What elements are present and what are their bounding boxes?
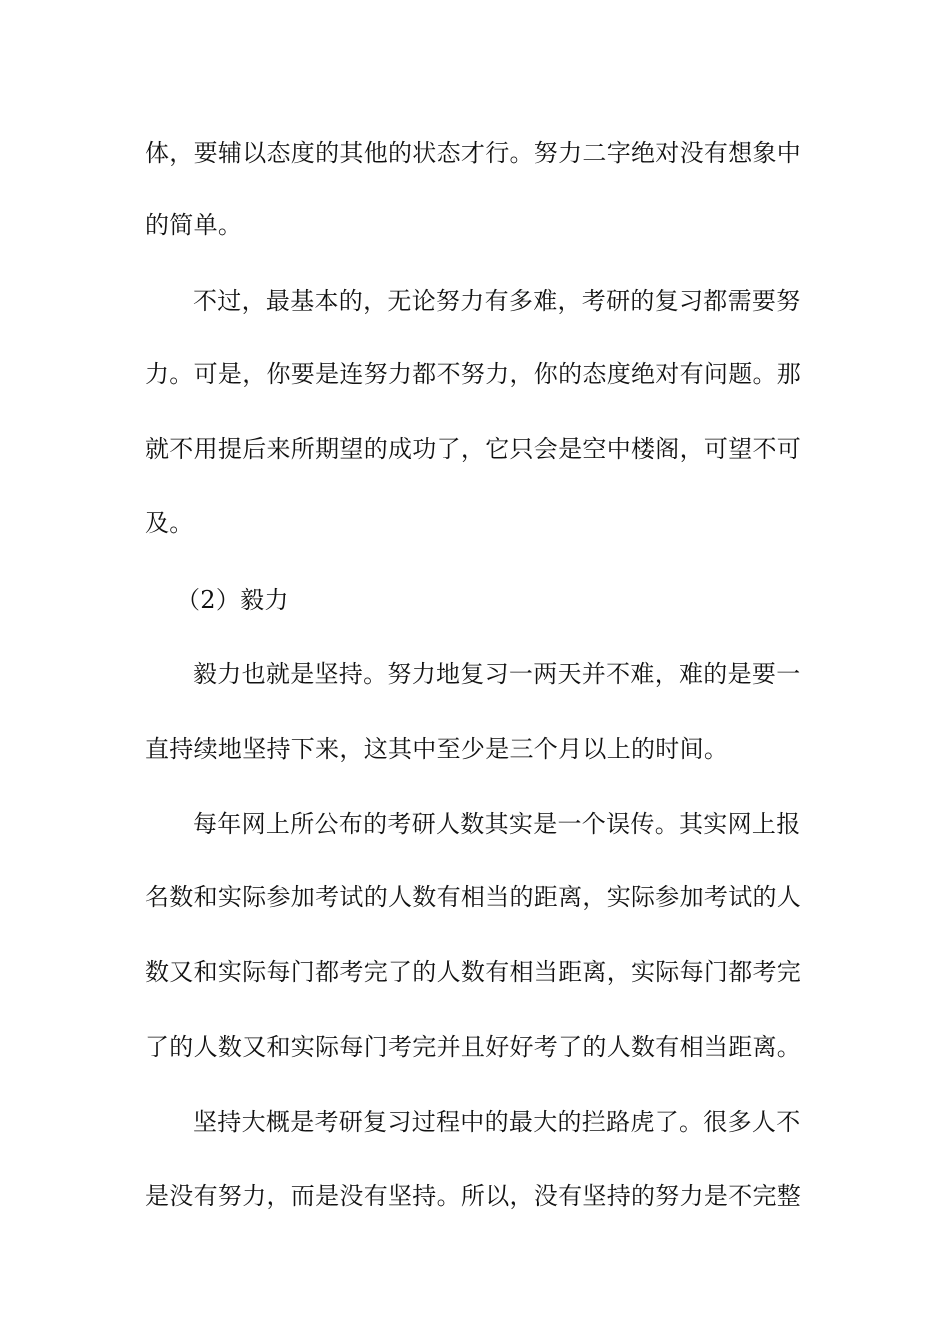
paragraph-line: 及。 [145,509,194,537]
paragraph-line: 就不用提后来所期望的成功了，它只会是空中楼阁，可望不可 [145,435,802,463]
paragraph-line: 毅力也就是坚持。努力地复习一两天并不难，难的是要一 [193,660,801,688]
paragraph-line: 每年网上所公布的考研人数其实是一个误传。其实网上报 [193,810,801,838]
paragraph-line: 的简单。 [145,211,243,239]
paragraph-line: 体，要辅以态度的其他的状态才行。努力二字绝对没有想象中 [145,139,802,167]
section-heading: （2）毅力 [176,586,289,614]
paragraph-line: 了的人数又和实际每门考完并且好好考了的人数有相当距离。 [145,1033,802,1061]
paragraph-line: 直持续地坚持下来，这其中至少是三个月以上的时间。 [145,735,729,763]
paragraph-line: 坚持大概是考研复习过程中的最大的拦路虎了。很多人不 [193,1108,801,1136]
paragraph-line: 是没有努力，而是没有坚持。所以，没有坚持的努力是不完整 [145,1182,802,1210]
paragraph-line: 名数和实际参加考试的人数有相当的距离，实际参加考试的人 [145,883,802,911]
paragraph-line: 数又和实际每门都考完了的人数有相当距离，实际每门都考完 [145,958,802,986]
paragraph-line: 力。可是，你要是连努力都不努力，你的态度绝对有问题。那 [145,360,802,388]
paragraph-line: 不过，最基本的，无论努力有多难，考研的复习都需要努 [193,287,801,315]
